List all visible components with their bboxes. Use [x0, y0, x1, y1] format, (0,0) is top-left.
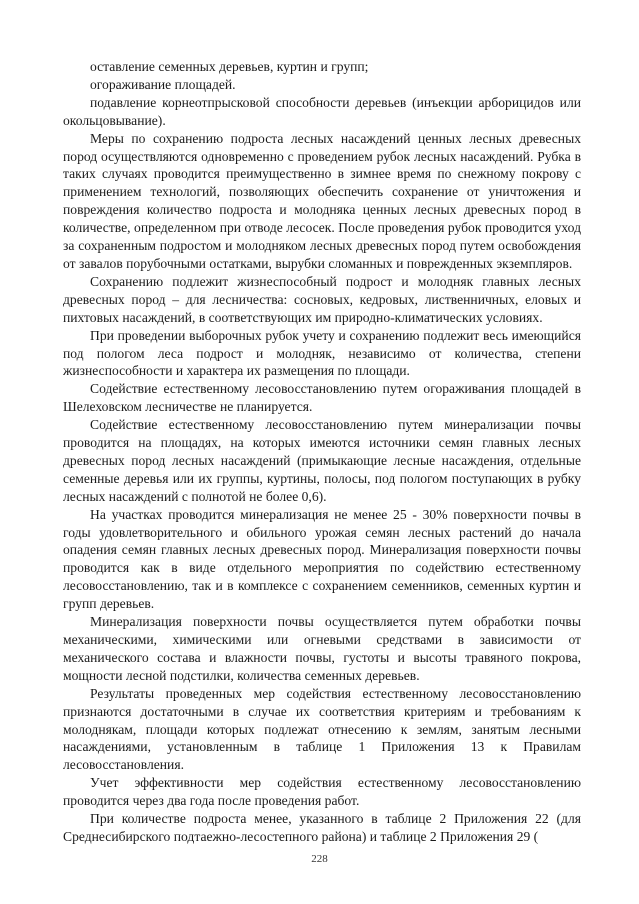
paragraph-11: Результаты проведенных мер содействия естественному лесовосстановлению признаются достаточными в случае их соответствия критериям и требованиям к молоднякам, площади которых подлежат отнесению к землям, занятым лесными насаждениями, установленным в таблице 1 Приложения 13 к Правилам лесовосстановления.: [63, 685, 581, 773]
paragraph-6: При проведении выборочных рубок учету и сохранению подлежит весь имеющийся под пологом леса подрост и молодняк, независимо от количества, степени жизнеспособности и характера их размещения по площади.: [63, 327, 581, 379]
paragraph-13: При количестве подроста менее, указанного в таблице 2 Приложения 22 (для Среднесибирского подтаежно-лесостепного района) и таблице 2 Приложения 29 (: [63, 811, 581, 844]
paragraph-12: Учет эффективности мер содействия естественному лесовосстановлению проводится через два года после проведения работ.: [63, 775, 581, 809]
page-number: 228: [311, 853, 328, 865]
paragraph-1: оставление семенных деревьев, куртин и групп;: [90, 59, 369, 74]
paragraph-3: подавление корнеотпрысковой способности деревьев (инъекции арборицидов или окольцовывание).: [63, 94, 581, 128]
paragraph-7: Содействие естественному лесовосстановлению путем огораживания площадей в Шелеховском лесничестве не планируется.: [63, 381, 581, 415]
paragraph-4: Меры по сохранению подроста лесных насаждений ценных лесных древесных пород осуществляются одновременно с проведением рубок лесных насаждений. Рубка в таких случаях проводится преимущественно в зимнее время по снежному покрову с применением технологий, позволяющих обеспечить сохранение от уничтожения и повреждения количество подроста и молодняка ценных лесных древесных пород в количестве, определенном при отводе лесосек. После проведения рубок проводится уход за сохраненным подростом и молодняком лесных древесных пород путем освобождения от завалов порубочными остатками, вырубки сломанных и поврежденных экземпляров.: [63, 130, 581, 271]
paragraph-2: огораживание площадей.: [90, 76, 236, 92]
paragraph-5: Сохранению подлежит жизнеспособный подрост и молодняк главных лесных древесных пород – для лесничества: сосновых, кедровых, лиственничных, еловых и пихтовых насаждений, в соответствующих им природно-климатических условиях.: [63, 273, 581, 325]
paragraph-9: На участках проводится минерализация не менее 25 - 30% поверхности почвы в годы удовлетворительного и обильного урожая семян лесных растений до начала опадения семян главных лесных древесных пород. Минерализация поверхности почвы проводится как в виде отдельного мероприятия по содействию естественному лесовосстановлению, так и в комплексе с сохранением семенников, семенных куртин и групп деревьев.: [63, 506, 581, 612]
paragraph-8: Содействие естественному лесовосстановлению путем минерализации почвы проводится на площадях, на которых имеются источники семян главных лесных древесных пород лесных насаждений (примыкающие лесные насаждения, отдельные семенные деревья или их группы, куртины, полосы, под пологом поступающих в рубку лесных насаждений с полнотой не более 0,6).: [63, 417, 581, 504]
paragraph-10: Минерализация поверхности почвы осуществляется путем обработки почвы механическими, химическими или огневыми средствами в зависимости от механического состава и влажности почвы, густоты и высоты травяного покрова, мощности лесной подстилки, количества семенных деревьев.: [63, 614, 581, 683]
document-page: [63, 58, 581, 846]
